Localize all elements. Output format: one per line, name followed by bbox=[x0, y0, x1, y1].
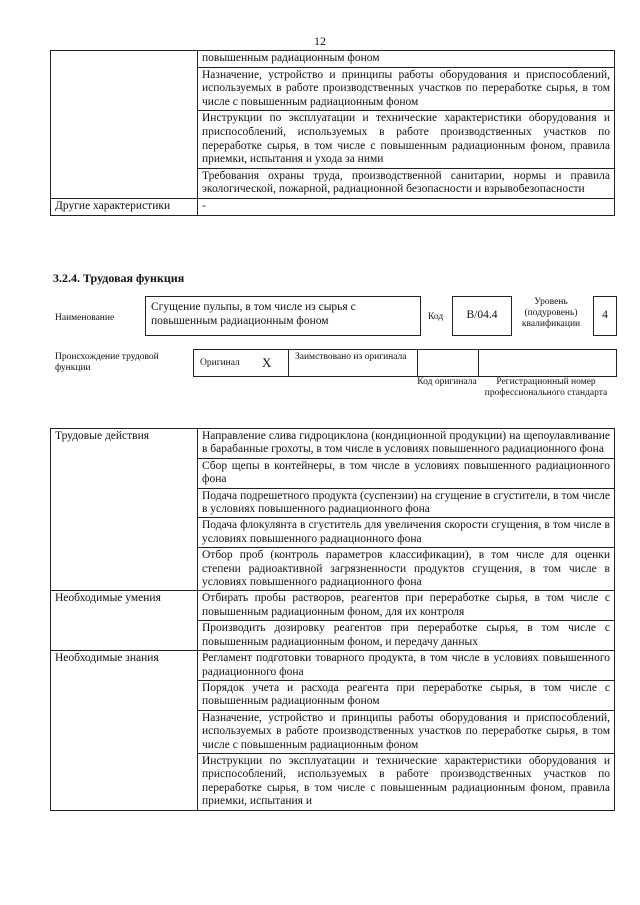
table-cell: Отбирать пробы растворов, реагентов при переработке сырья, в том числе с повышенным радиационным фоном, для их контроля bbox=[198, 591, 615, 621]
table-cell: Подача флокулянта в сгуститель для увеличения скорости сгущения, в том числе в условиях повышенного радиационного фона bbox=[198, 518, 615, 548]
top-characteristics-table bbox=[50, 50, 615, 216]
table-cell: Производить дозировку реагентов при переработке сырья, в том числе с повышенным радиационным фоном, и передачу данных bbox=[198, 621, 615, 651]
code-box bbox=[452, 296, 512, 336]
borrowed-label: Заимствовано из оригинала bbox=[295, 352, 407, 362]
table-cell: Регламент подготовки товарного продукта, в том числе в условиях повышенного радиационного фона bbox=[198, 651, 615, 681]
table-cell: Назначение, устройство и принципы работы оборудования и приспособлений, используемых в работе производственных участков по переработке сырья, в том числе с повышенным радиационным фоном bbox=[198, 67, 615, 111]
function-name-box bbox=[145, 296, 421, 336]
page-number: 12 bbox=[314, 34, 326, 48]
table-cell: Направление слива гидроциклона (кондиционной продукции) на щепоулавливание в барабанные грохоты, в том числе в условиях повышенного радиационного фона bbox=[198, 429, 615, 459]
table-row bbox=[51, 51, 615, 68]
table-cell: Подача подрешетного продукта (суспензии) на сгущение в сгустители, в том числе в условиях повышенного радиационного фона bbox=[198, 488, 615, 518]
original-mark: X bbox=[262, 355, 272, 370]
original-box bbox=[193, 349, 289, 377]
code-original-box bbox=[417, 349, 479, 377]
table-cell: Инструкции по эксплуатации и технические характеристики оборудования и приспособлений, используемых в работе производственных участков по переработке сырья, в том числе с повышенным радиационным фоном, правила приемки, испытания и bbox=[198, 753, 615, 810]
original-label: Оригинал bbox=[200, 358, 240, 368]
level-box bbox=[593, 296, 617, 336]
row-label-other: Другие характеристики bbox=[51, 198, 198, 215]
table-cell: Требования охраны труда, производственной санитарии, нормы и правила экологической, пожарной, радиационной безопасности и взрывобезопасности bbox=[198, 168, 615, 198]
table-cell: повышенным радиационным фоном bbox=[198, 51, 615, 68]
table-cell: - bbox=[198, 198, 615, 215]
level-label: Уровень (подуровень) квалификации bbox=[521, 297, 581, 329]
table-cell: Отбор проб (контроль параметров классификации), в том числе для оценки степени радиоактивной загрязненности продуктов сгущения, в том числе в условиях повышенного радиационного фона bbox=[198, 548, 615, 591]
row-label-actions: Трудовые действия bbox=[51, 429, 198, 591]
reg-number-label: Регистрационный номер профессионального стандарта bbox=[484, 377, 608, 398]
table-row bbox=[51, 651, 615, 681]
code-label: Код bbox=[428, 312, 444, 322]
section-heading: 3.2.4. Трудовая функция bbox=[53, 271, 185, 285]
table-cell: Назначение, устройство и принципы работы оборудования и приспособлений, используемых в работе производственных участков по переработке сырья, в том числе с повышенным радиационным фоном bbox=[198, 710, 615, 753]
function-name: Сгущение пульпы, в том числе из сырья с повышенным радиационным фоном bbox=[151, 301, 356, 327]
row-label bbox=[51, 51, 198, 199]
table-row bbox=[51, 429, 615, 459]
table-cell: Порядок учета и расхода реагента при переработке сырья, в том числе с повышенным радиационным фоном bbox=[198, 680, 615, 710]
name-label: Наименование bbox=[55, 313, 115, 323]
labor-function-table bbox=[50, 428, 615, 811]
code-value: B/04.4 bbox=[466, 309, 498, 321]
borrowed-box bbox=[288, 349, 418, 377]
table-row bbox=[51, 591, 615, 621]
table-cell: Сбор щепы в контейнеры, в том числе в условиях повышенного радиационного фона bbox=[198, 458, 615, 488]
code-original-label: Код оригинала bbox=[417, 377, 477, 387]
reg-number-box bbox=[478, 349, 617, 377]
origin-label: Происхождение трудовой функции bbox=[55, 352, 159, 373]
row-label-skills: Необходимые умения bbox=[51, 591, 198, 651]
table-row bbox=[51, 198, 615, 215]
row-label-knowledge: Необходимые знания bbox=[51, 651, 198, 810]
table-cell: Инструкции по эксплуатации и технические характеристики оборудования и приспособлений, используемых в работе производственных участков по переработке сырья, в том числе с повышенным радиационным фоном, правила приемки, испытания и ухода за ними bbox=[198, 111, 615, 168]
level-value: 4 bbox=[602, 309, 608, 321]
